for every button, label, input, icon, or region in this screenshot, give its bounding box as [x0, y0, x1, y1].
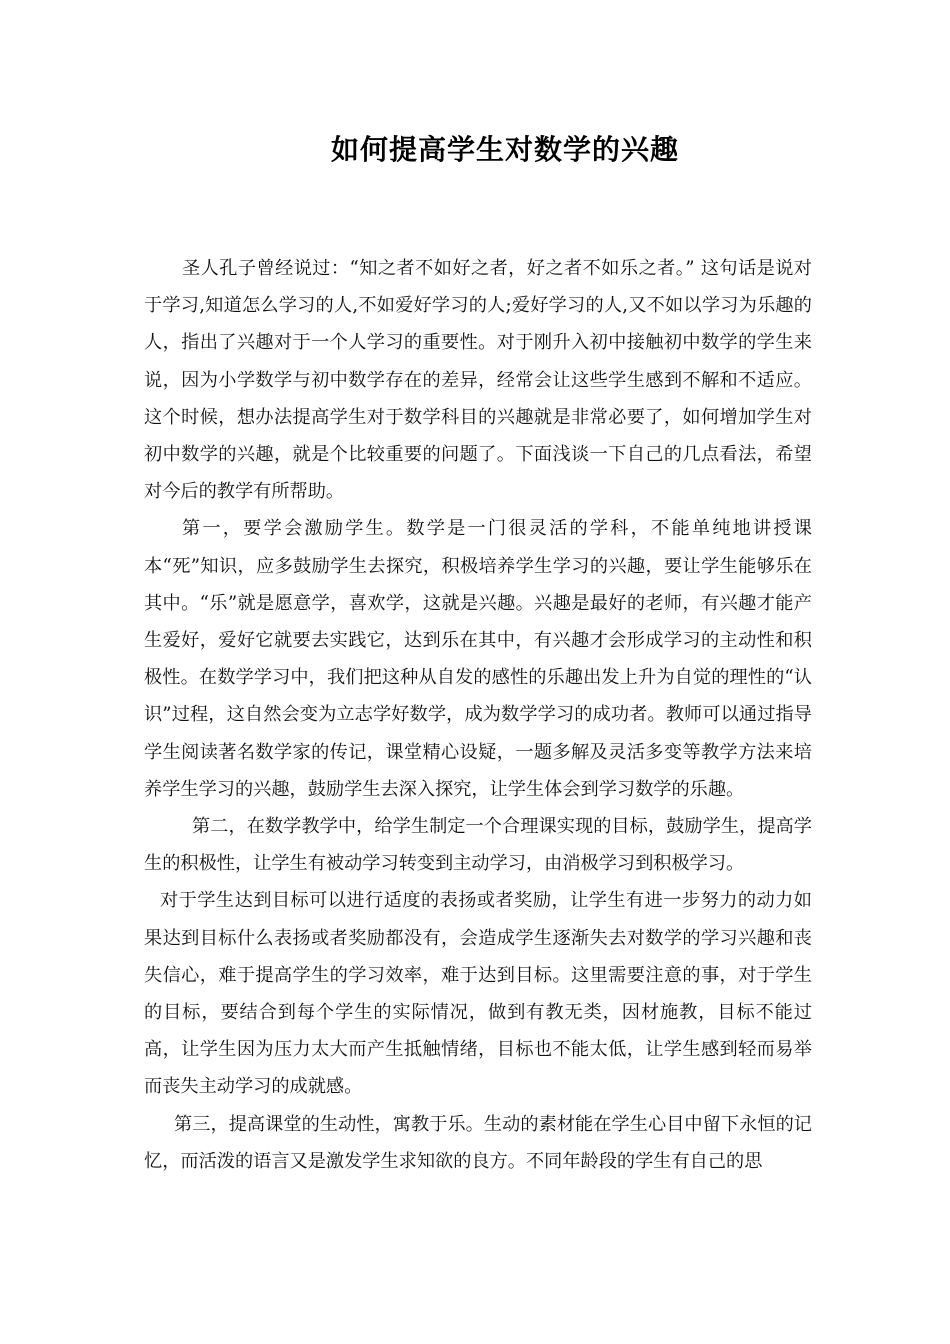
paragraph-third-point: 第三，提高课堂的生动性，寓教于乐。生动的素材能在学生心目中留下永恒的记忆，而活泼的语言又是激发学生求知欲的良方。不同年龄段的学生有自己的思 [144, 1113, 812, 1172]
document-body [144, 250, 812, 1180]
paragraph-intro: 圣人孔子曾经说过：“知之者不如好之者，好之者不如乐之者。” 这句话是说对于学习,知道怎么学习的人,不如爱好学习的人;爱好学习的人,又不如以学习为乐趣的人，指出了兴趣对于一个人学习的重要性。对于刚升入初中接触初中数学的学生来说，因为小学数学与初中数学存在的差异，经常会让这些学生感到不解和不适应。这个时候，想办法提高学生对于数学科目的兴趣就是非常必要了，如何增加学生对初中数学的兴趣，就是个比较重要的问题了。下面浅谈一下自己的几点看法，希望对今后的教学有所帮助。 [144, 258, 812, 503]
paragraph-first-point: 第一，要学会激励学生。数学是一门很灵活的学科，不能单纯地讲授课本“死”知识，应多鼓励学生去探究，积极培养学生学习的兴趣，要让学生能够乐在其中。“乐”就是愿意学，喜欢学，这就是兴趣。兴趣是最好的老师，有兴趣才能产生爱好，爱好它就要去实践它，达到乐在其中，有兴趣才会形成学习的主动性和积极性。在数学学习中，我们把这种从自发的感性的乐趣出发上升为自觉的理性的“认识”过程，这自然会变为立志学好数学，成为数学学习的成功者。教师可以通过指导学生阅读著名数学家的传记，课堂精心设疑，一题多解及灵活多变等教学方法来培养学生学习的兴趣，鼓励学生去深入探究，让学生体会到学习数学的乐趣。 [144, 518, 812, 800]
paragraph-second-point: 第二，在数学教学中，给学生制定一个合理课实现的目标，鼓励学生，提高学生的积极性，让学生有被动学习转变到主动学习，由消极学习到积极学习。 [144, 816, 812, 875]
paragraph-second-point-continued: 对于学生达到目标可以进行适度的表扬或者奖励，让学生有进一步努力的动力如果达到目标什么表扬或者奖励都没有，会造成学生逐渐失去对数学的学习兴趣和丧失信心，难于提高学生的学习效率，难于达到目标。这里需要注意的事，对于学生的目标，要结合到每个学生的实际情况，做到有教无类，因材施教，目标不能过高，让学生因为压力太大而产生抵触情绪，目标也不能太低，让学生感到轻而易举而丧失主动学习的成就感。 [144, 890, 812, 1098]
document-title: 如何提高学生对数学的兴趣 [330, 133, 679, 166]
